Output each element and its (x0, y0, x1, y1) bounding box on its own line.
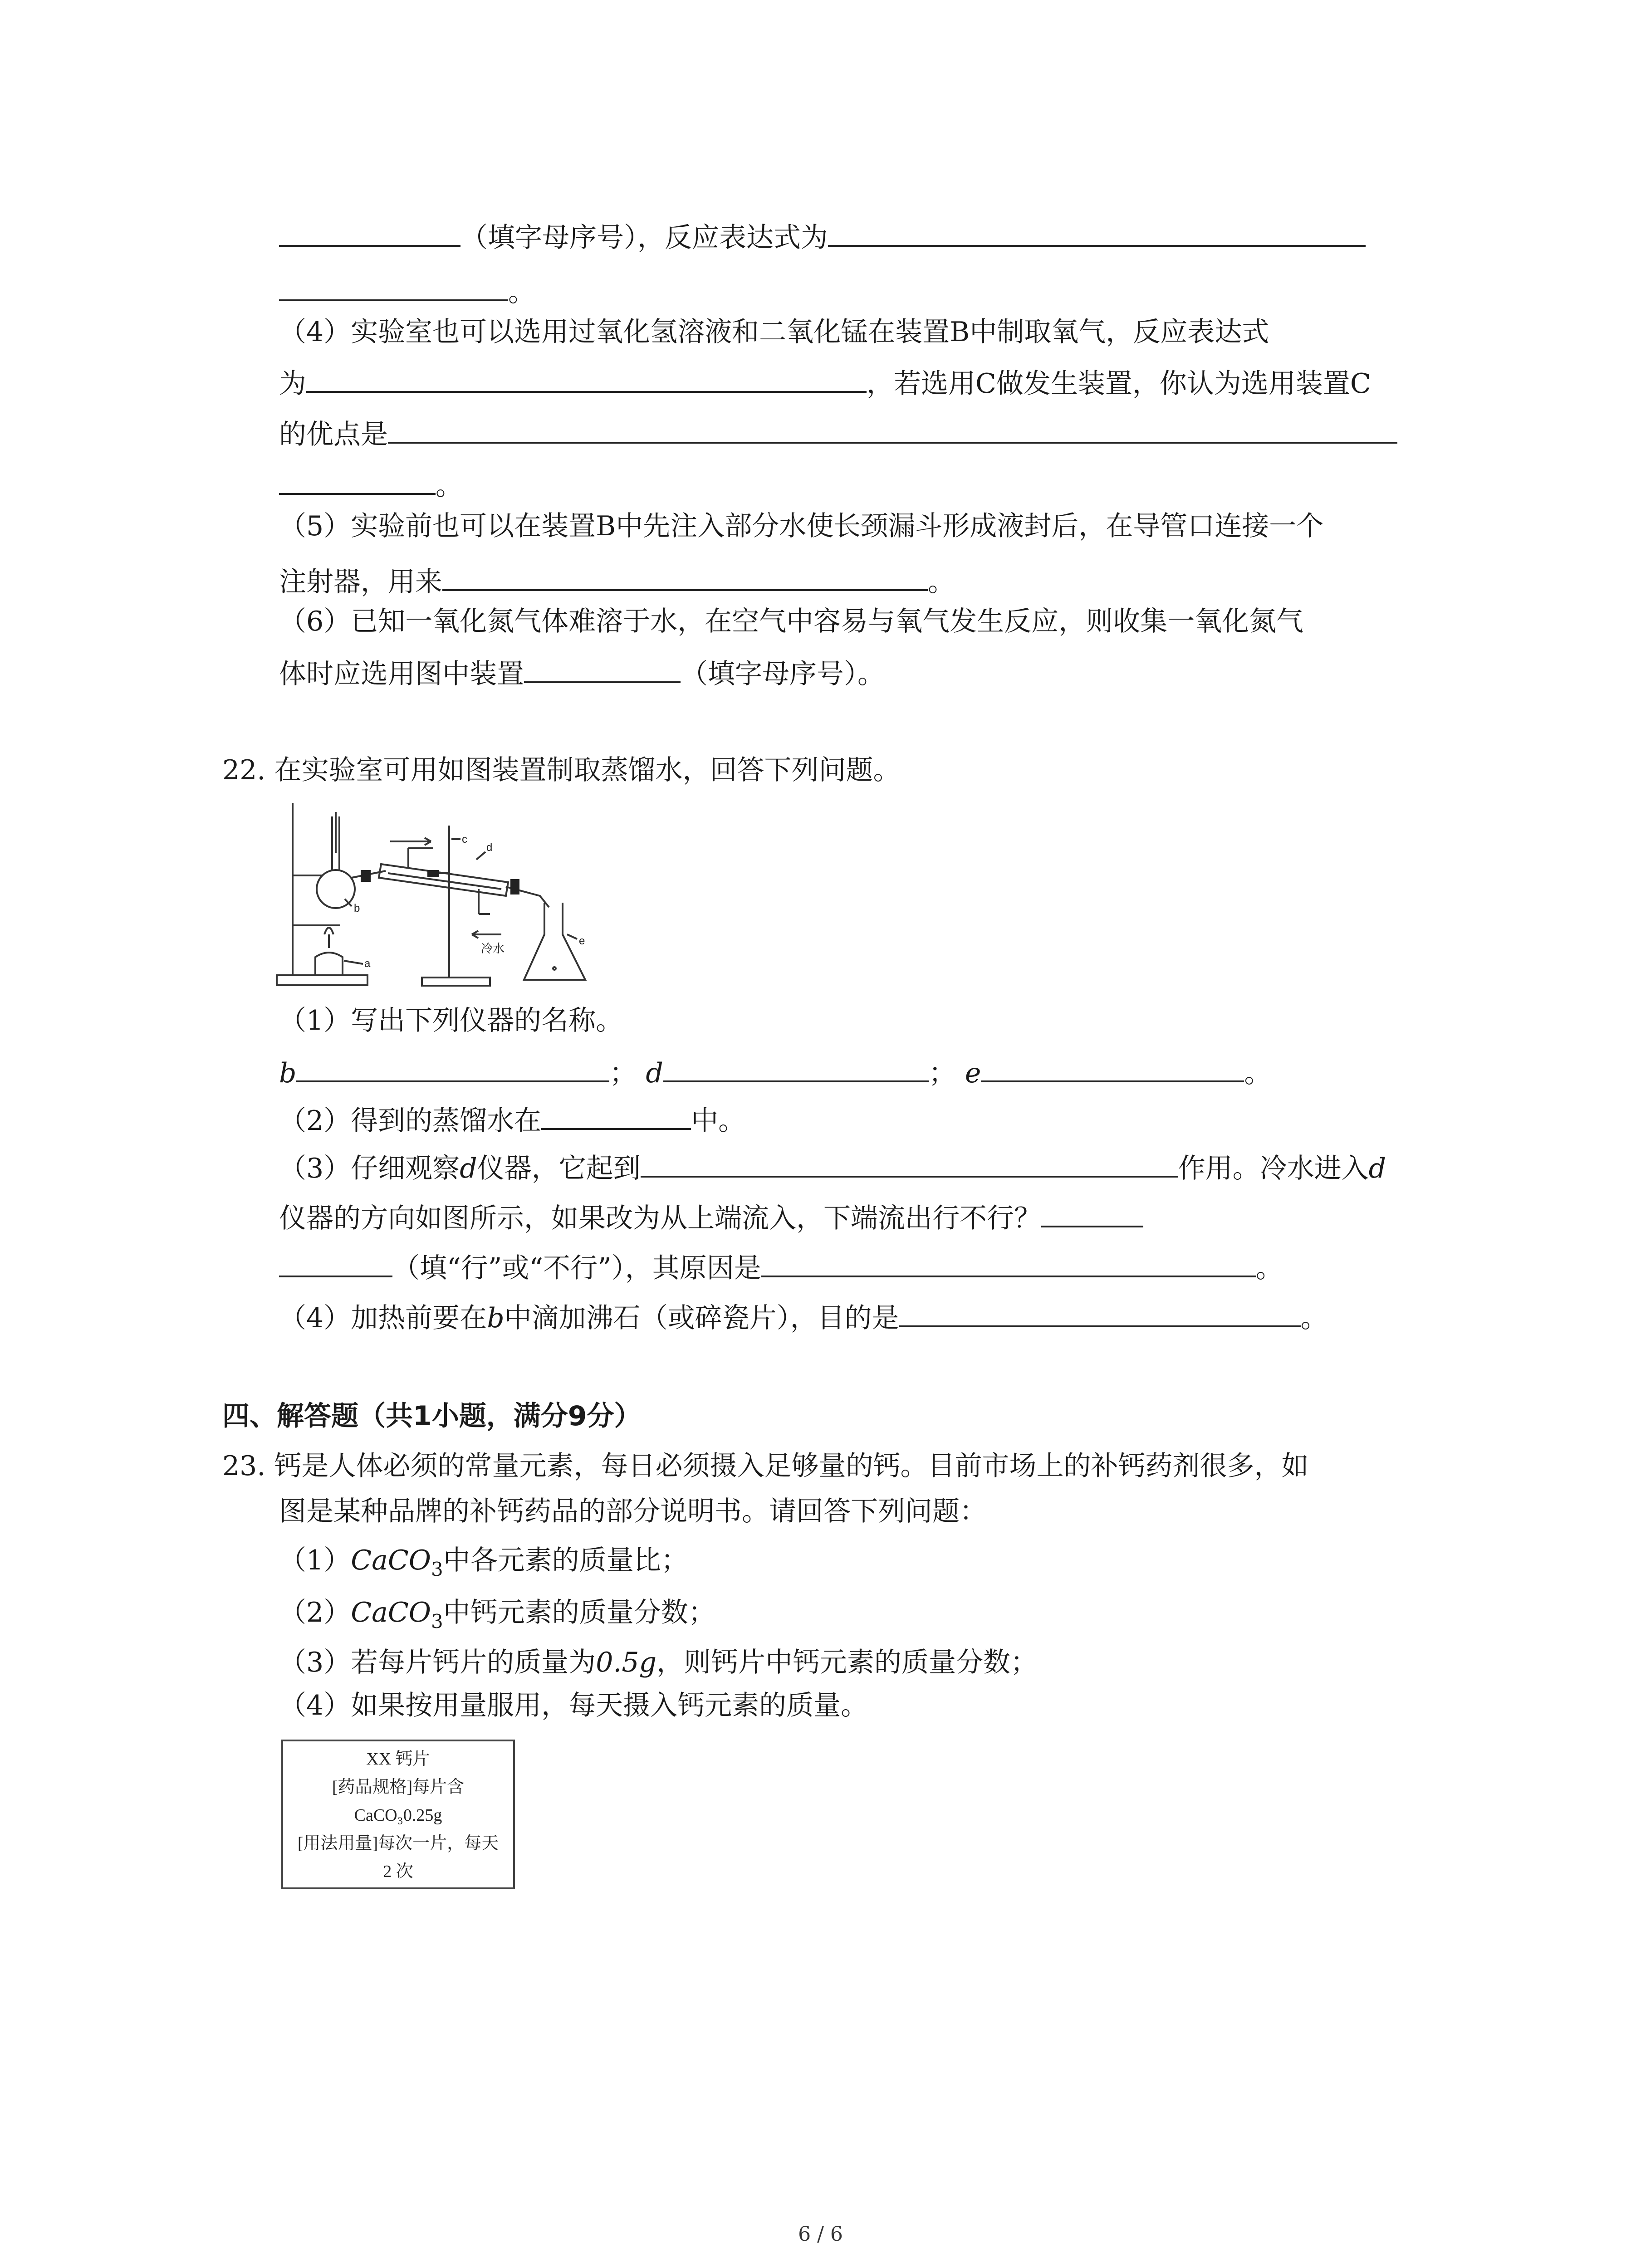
q21-p6-line2: 体时应选用图中装置 （填字母序号）。 (279, 653, 885, 692)
answer-blank[interactable] (541, 1100, 691, 1130)
section-heading: 四、解答题（共1小题，满分9分） (222, 1400, 642, 1432)
answer-blank[interactable] (306, 363, 867, 393)
q21-p6-line1: （6）已知一氧化氮气体难溶于水，在空气中容易与氧气发生反应，则收集一氧化氮气 (279, 606, 1304, 637)
q22-p3-line2: 仪器的方向如图所示，如果改为从上端流入，下端流出行不行？ (279, 1198, 1143, 1237)
label-e: e (579, 935, 585, 947)
answer-blank[interactable] (279, 465, 436, 495)
calcium-tablet-label (281, 1740, 515, 1889)
q21-p4-line1: （4）实验室也可以选用过氧化氢溶液和二氧化锰在装置B中制取氧气，反应表达式 (279, 316, 1269, 348)
answer-blank[interactable] (899, 1297, 1301, 1327)
q21-p5-line2: 注射器，用来 。 (279, 561, 955, 600)
answer-blank[interactable] (641, 1148, 1178, 1178)
q21-p4-line2: 为 ，若选用C做发生装置，你认为选用装置C (279, 363, 1371, 402)
q21-p5-line1: （5）实验前也可以在装置B中先注入部分水使长颈漏斗形成液封后，在导管口连接一个 (279, 510, 1324, 542)
answer-blank[interactable] (524, 653, 681, 683)
q21-line1 (279, 217, 1366, 256)
answer-blank[interactable] (761, 1247, 1256, 1277)
q22-p3-line3: （填“行”或“不行”），其原因是 。 (279, 1247, 1283, 1286)
label-c: c (462, 833, 467, 846)
q21-line1-text: （填字母序号），反应表达式为 (460, 222, 828, 254)
answer-blank[interactable] (279, 271, 508, 301)
q22-p2: （2）得到的蒸馏水在 中。 (279, 1100, 745, 1139)
answer-blank[interactable] (663, 1052, 929, 1082)
answer-blank[interactable] (981, 1052, 1244, 1082)
q21-p4-line3: 的优点是 (279, 414, 1397, 453)
q23-p3: （3）若每片钙片的质量为0.5g，则钙片中钙元素的质量分数； (279, 1647, 1038, 1678)
q23-stem-line2: 图是某种品牌的补钙药品的部分说明书。请回答下列问题： (279, 1496, 987, 1527)
q21-p4-line4: 。 (279, 465, 463, 504)
q23-stem-line1: 23. 钙是人体必须的常量元素，每日必须摄入足够量的钙。目前市场上的补钙药剂很多，如 (222, 1450, 1309, 1482)
answer-blank[interactable] (1041, 1198, 1143, 1227)
answer-blank[interactable] (388, 414, 1397, 444)
q23-p2: （2）CaCO$_3$中钙元素的质量分数； (279, 1597, 715, 1633)
q22-stem: 22. 在实验室可用如图装置制取蒸馏水，回答下列问题。 (222, 754, 901, 786)
distillation-apparatus-figure (272, 798, 626, 998)
q23-p4: （4）如果按用量服用，每天摄入钙元素的质量。 (279, 1690, 868, 1721)
answer-blank[interactable] (279, 217, 460, 247)
q23-p1: （1）CaCO$_3$中各元素的质量比； (279, 1545, 688, 1580)
label-title: XX 钙片 (366, 1750, 430, 1769)
label-usage: [用法用量]每次一片，每天 (297, 1834, 499, 1853)
label-content: CaCO₃0.25g (354, 1806, 442, 1825)
label-b: b (354, 902, 360, 914)
q22-p4: （4）加热前要在b中滴加沸石（或碎瓷片），目的是 。 (279, 1297, 1328, 1336)
label-usage-times: 2 次 (383, 1862, 413, 1881)
label-spec: [药品规格]每片含 (332, 1778, 465, 1797)
label-cold-water: 冷水 (481, 942, 505, 955)
q22-p1: （1）写出下列仪器的名称。 (279, 1005, 623, 1036)
page-number: 6 / 6 (798, 2223, 843, 2246)
label-a: a (364, 958, 371, 970)
q22-p3-line1: （3）仔细观察d仪器，它起到 作用。冷水进入d (279, 1148, 1386, 1187)
answer-blank[interactable] (442, 561, 928, 591)
answer-blank[interactable] (828, 217, 1366, 247)
answer-blank[interactable] (296, 1052, 609, 1082)
answer-blank[interactable] (279, 1247, 392, 1277)
q21-line2: 。 (279, 271, 535, 310)
label-d: d (486, 841, 493, 854)
q22-p1-answers: b ； d ； e 。 (279, 1052, 1271, 1091)
